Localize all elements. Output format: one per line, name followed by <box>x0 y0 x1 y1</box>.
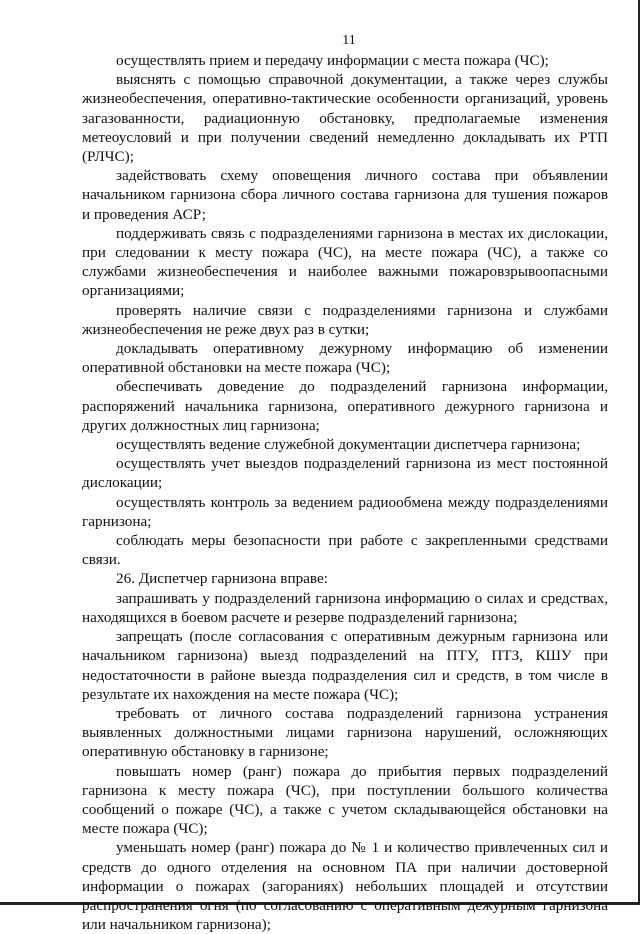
paragraph-7: обеспечивать доведение до подразделений гарнизона информации, распоряжений начальника гарнизона, оперативного дежурного гарнизона и других должностных лиц гарнизона; <box>82 378 608 434</box>
paragraph-16: повышать номер (ранг) пожара до прибытия первых подразделений гарнизона к месту пожара (ЧС), при поступлении большого количества сообщений о пожаре (ЧС), а также с учетом складывающейся обстановки на месте пожара (ЧС); <box>82 762 608 838</box>
paragraph-8: осуществлять ведение служебной документации диспетчера гарнизона; <box>116 436 581 454</box>
paragraph-9: осуществлять учет выездов подразделений гарнизона из мест постоянной дислокации; <box>82 455 608 492</box>
paragraph-11: соблюдать меры безопасности при работе с закрепленными средствами связи. <box>82 532 608 569</box>
paragraph-3: задействовать схему оповещения личного состава при объявлении начальником гарнизона сбора личного состава гарнизона для тушения пожаров и проведения АСР; <box>82 167 608 223</box>
paragraph-15: требовать от личного состава подразделений гарнизона устранения выявленных должностными лицами гарнизона нарушений, осложняющих оперативную обстановку в гарнизоне; <box>82 704 608 761</box>
paragraph-2: выяснять с помощью справочной документации, а также через службы жизнеобеспечения, оперативно-тактические особенности организаций, уровень загазованности, радиационную обстановку, предполагаемые изменения метеоусловий и при получении сведений немедленно докладывать их РТП (РЛЧС); <box>82 71 608 166</box>
section-heading-26: 26. Диспетчер гарнизона вправе: <box>116 570 328 588</box>
paragraph-6: докладывать оперативному дежурному информацию об изменении оперативной обстановки на месте пожара (ЧС); <box>82 340 608 377</box>
page-number: 11 <box>342 33 356 48</box>
paragraph-1: осуществлять прием и передачу информации с места пожара (ЧС); <box>116 52 549 69</box>
paragraph-5: проверять наличие связи с подразделениями гарнизона и службами жизнеобеспечения не реже двух раз в сутки; <box>82 301 608 338</box>
paragraph-14: запрещать (после согласования с оперативным дежурным гарнизона или начальником гарнизона) выезд подразделений на ПТУ, ПТЗ, КШУ при недостаточности в районе выезда подразделения сил и средств, в том числе в результате их нахождения на месте пожара (ЧС); <box>82 628 608 703</box>
paragraph-13: запрашивать у подразделений гарнизона информацию о силах и средствах, находящихся в боевом расчете и резерве подразделений гарнизона; <box>82 589 608 626</box>
paragraph-10: осуществлять контроль за ведением радиообмена между подразделениями гарнизона; <box>82 493 608 530</box>
paragraph-4: поддерживать связь с подразделениями гарнизона в местах их дислокации, при следовании к месту пожара (ЧС), на месте пожара (ЧС), а также со службами жизнеобеспечения и наиболее важными пожаровзрывоопасными организациями; <box>82 224 608 300</box>
paragraph-17: уменьшать номер (ранг) пожара до № 1 и количество привлеченных сил и средств до одного отделения на основном ПА при наличии достоверной информации о пожарах (загораниях) небольших площадей и отсутствии распространения огня (по согласованию с оперативным дежурным гарнизона или начальником гарнизона); <box>82 839 608 934</box>
